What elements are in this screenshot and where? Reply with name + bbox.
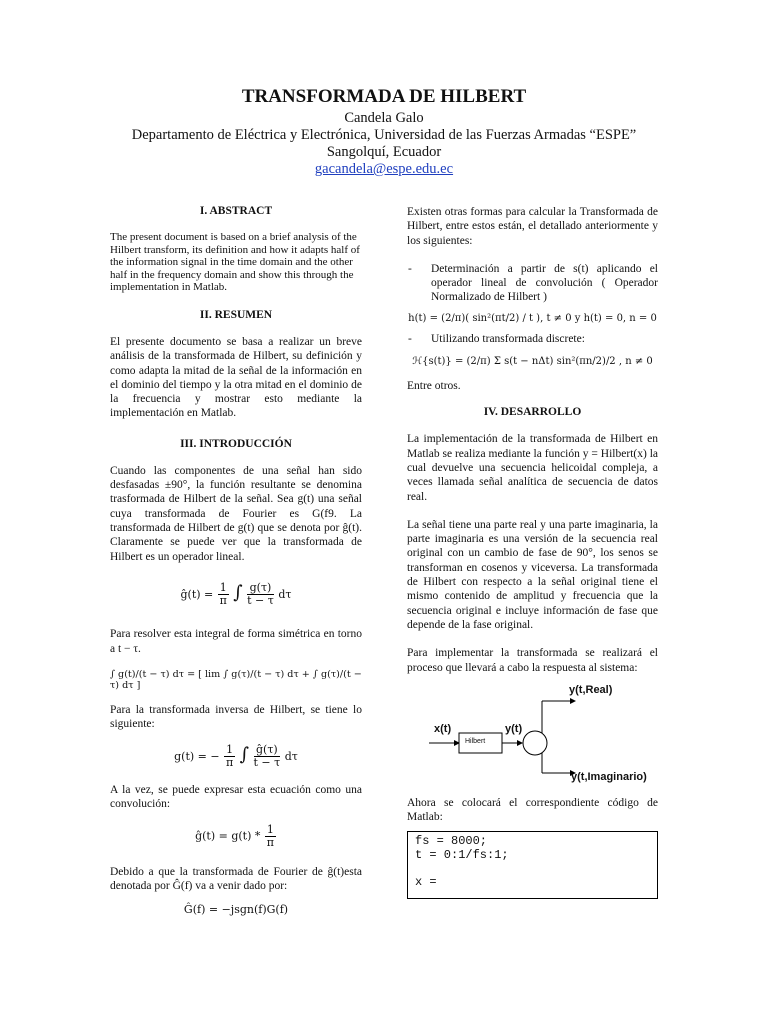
hilbert-block: Hilbert [465,737,486,745]
left-column [110,205,362,916]
desarrollo-heading: IV. DESARROLLO [483,406,582,419]
resumen-heading: II. RESUMEN [199,308,273,321]
paper-title: TRANSFORMADA DE HILBERT [241,86,527,107]
label-output: y(t) [505,722,523,735]
intro-paragraph-3: Para la transformada inversa de Hilbert, se tiene lo siguiente: [110,703,362,731]
desarrollo-paragraph-1: La implementación de la transformada de Hilbert en Matlab se realiza mediante la función y = Hilbert(x) la cual devuelve una secuencia helicoidal compleja, a veces llamada señal analítica de secuencia de datos real. [407,433,658,503]
entre-otros: Entre otros. [407,380,461,393]
code-line: fs = 8000; [415,834,488,849]
bullet-convolution-operator: - Determinación a partir de s(t) aplicando el operador lineal de convolución ( Operador Normalizado de Hilbert ) [408,262,658,304]
desarrollo-paragraph-3: Para implementar la transformada se realizará el proceso que llevará a cabo la respuesta al sistema: [407,647,658,674]
resumen-text: El presente documento se basa a realizar un breve análisis de la transformada de Hilbert, su definición y como adapta la mitad de la señal de la información en el dominio del tiempo y la otra mitad en el dominio de la frecuencia y mostrar esto mediante la implementación en Matlab. [110,335,362,420]
intro-paragraph-2: Para resolver esta integral de forma simétrica en torno a t − τ. [110,628,362,655]
intro-heading: III. INTRODUCCIÓN [180,437,292,450]
desarrollo-paragraph-4: Ahora se colocará el correspondiente código de Matlab: [407,796,658,824]
label-output-imag: y(t,Imaginario) [571,770,647,783]
email-link[interactable]: gacandela@espe.edu.ec [314,161,454,177]
matlab-code-block [407,831,658,899]
bullet-dash: - [408,262,412,275]
code-line: t = 0:1/fs:1; [415,847,509,862]
label-input: x(t) [434,722,452,735]
equation-impulse-response: h(t) = (2/π)( sin²(πt/2) / t ), t ≠ 0 y h(t) = 0, n = 0 [408,312,657,324]
code-line: x = [415,874,437,889]
equation-hilbert-definition: ĝ(t) = $\frac{1}{\pi}$ ∫ $\frac{g(\tau)}{t - \tau}$ dτ [180,581,292,608]
equation-inverse-hilbert: g(t) = − $\frac{1}{\pi}$ ∫ $\frac{ĝ(\tau)}{t - \tau}$ dτ [174,743,298,770]
system-block-diagram [407,681,658,786]
right-column [407,205,658,899]
code-line [415,862,650,876]
email-wrapper [0,161,768,178]
abstract-heading: I. ABSTRACT [199,205,273,217]
intro-paragraph-5: Debido a que la transformada de Fourier de ĝ(t)esta denotada por Ĝ(f) va a venir dado por: [110,865,362,892]
author-name: Candela Galo [344,110,424,126]
equation-symmetric-integral: ∫ g(t)/(t − τ) dτ = [ lim ∫ g(τ)/(t − τ) dτ + ∫ g(τ)/(t − τ) dτ ] [110,668,362,691]
intro-paragraph-4: A la vez, se puede expresar esta ecuación como una convolución: [110,784,362,811]
methods-paragraph: Existen otras formas para calcular la Transformada de Hilbert, entre estos están, el detallado anteriormente y los siguientes: [407,206,658,247]
intro-paragraph-1: Cuando las componentes de una señal han sido desfasadas ±90°, la función resultante se denomina trasformada de Hilbert de la señal. Sea g(t) una señal cuya transformada de Fourier es G(f9. La transformada de Hilbert de g(t) que se denota por ĝ(t). Claramente se puede ver que la transformada de Hilbert es un operador lineal. [110,464,362,563]
bullet-discrete-transform: - Utilizando transformada discrete: [408,332,585,345]
affiliation: Departamento de Eléctrica y Electrónica, Universidad de las Fuerzas Armadas “ESPE” [131,127,637,143]
location: Sangolquí, Ecuador [326,144,442,160]
equation-discrete-hilbert: ℋ{s(t)} = (2/π) Σ s(t − nΔt) sin²(πn/2)/2 , n ≠ 0 [412,356,653,368]
abstract-text: The present document is based on a brief analysis of the Hilbert transform, its definition and how it adapts half of the information signal in the time domain and the other half in the frequency domain and show this through the implementation in Matlab. [110,231,360,294]
bullet-dash: - [408,332,412,345]
label-output-real: y(t,Real) [569,683,613,696]
desarrollo-paragraph-2: La señal tiene una parte real y una parte imaginaria, la parte imaginaria es una versión de la secuencia real original con un cambio de fase de 90°, los senos se transforman en cosenos y viceversa. La transformada de Hilbert con respecto a la señal original tiene el mismo contenido de amplitud y frecuencia que la secuencia original e incluye información de fase que depende de la fase original. [407,518,658,631]
equation-convolution: ĝ(t) = g(t) * $\frac{1}{\pi}$ [195,822,274,849]
equation-fourier-hilbert: Ĝ(f) = −jsgn(f)G(f) [183,903,289,917]
